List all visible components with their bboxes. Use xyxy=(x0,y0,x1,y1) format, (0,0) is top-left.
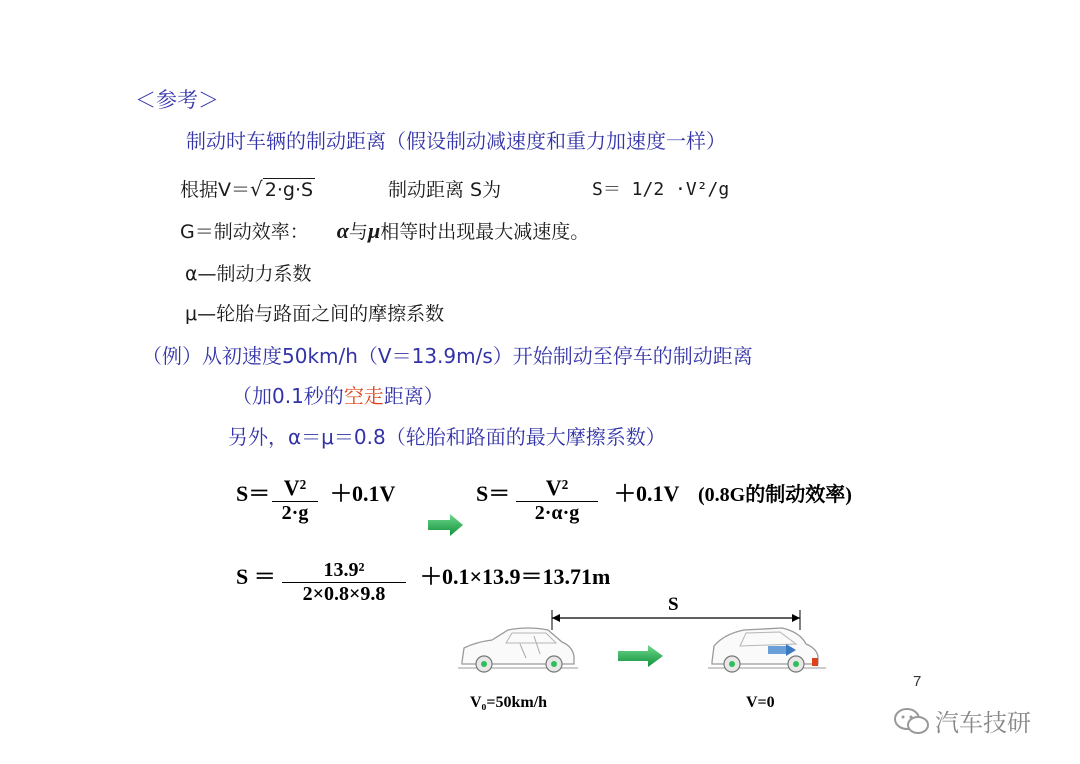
g-definition-and: 与 xyxy=(348,221,368,243)
wechat-icon xyxy=(893,706,931,736)
eq3-fraction xyxy=(282,559,406,606)
eq2-fraction xyxy=(516,475,598,525)
alpha-symbol: α xyxy=(336,218,349,243)
eq2-lhs: S＝ xyxy=(476,481,511,506)
example-line: （例）从初速度50km/h（V＝13.9m/s）开始制动至停车的制动距离 xyxy=(142,344,753,368)
eq1-denominator: 2·g xyxy=(281,502,309,524)
eq1-tail: ＋0.1V xyxy=(330,481,396,506)
stopped-car-icon xyxy=(706,624,828,676)
intro-title: 制动时车辆的制动距离（假设制动减速度和重力加速度一样） xyxy=(186,129,726,153)
eq3-lhs: S ＝ xyxy=(236,564,276,589)
mu-definition: μ—轮胎与路面之间的摩擦系数 xyxy=(185,303,445,325)
eq3-result: ＋0.1×13.9＝13.71m xyxy=(420,564,611,589)
eq1-lhs: S＝ xyxy=(236,481,271,506)
watermark-text: 汽车技研 xyxy=(935,709,1031,737)
eq2-tail: ＋0.1V xyxy=(614,481,680,506)
eq2-note: (0.8G的制动效率) xyxy=(698,484,852,506)
eq3-denominator: 2×0.8×9.8 xyxy=(302,583,386,605)
formula-prefix: 根据V＝ xyxy=(180,179,250,201)
eq2-denominator: 2·α·g xyxy=(534,502,580,524)
g-definition-text: G＝制动效率： xyxy=(180,221,309,243)
example-note-text: （加0.1秒的 xyxy=(232,384,344,408)
eq3-numerator: 13.9² xyxy=(323,559,365,581)
g-definition-tail: 相等时出现最大减速度。 xyxy=(380,221,590,243)
sqrt-icon: √ xyxy=(250,177,263,201)
moving-car-icon xyxy=(456,624,580,676)
right-arrow-icon xyxy=(428,514,464,536)
eq1-fraction xyxy=(272,475,318,525)
example-note xyxy=(232,380,444,409)
distance-label: 制动距离 S为 xyxy=(388,179,502,201)
formula-line xyxy=(180,175,315,202)
right-arrow-icon xyxy=(618,645,664,667)
page-number: 7 xyxy=(913,673,922,690)
coefficient-line: 另外，α＝μ＝0.8（轮胎和路面的最大摩擦系数） xyxy=(228,425,666,449)
g-definition-line xyxy=(180,217,589,244)
eq1-numerator: V² xyxy=(283,475,307,500)
idle-run-highlight: 空走 xyxy=(343,384,384,408)
initial-speed-label: V₀=50km/h xyxy=(470,694,548,711)
watermark xyxy=(893,703,1031,738)
distance-formula: S＝ 1/2 ·V²/g xyxy=(592,179,730,200)
reference-heading: ＜参考＞ xyxy=(135,88,219,112)
final-speed-label: V=0 xyxy=(746,694,775,711)
alpha-definition: α—制动力系数 xyxy=(185,263,312,285)
formula-sqrt-body: 2·g·S xyxy=(264,179,314,201)
eq2-numerator: V² xyxy=(545,475,569,500)
distance-s-label: S xyxy=(668,594,679,615)
mu-symbol: μ xyxy=(367,218,381,243)
example-note-tail: 距离） xyxy=(383,384,444,408)
